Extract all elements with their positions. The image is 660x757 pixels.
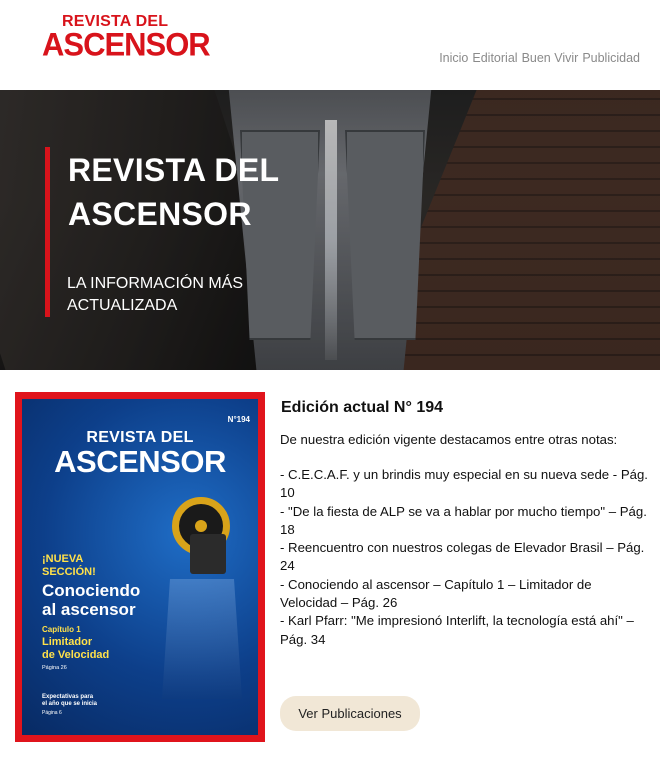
nav-item-buen-vivir[interactable]: Buen Vivir <box>521 51 579 65</box>
hero-title-line2: ASCENSOR <box>68 196 252 232</box>
cover-title-top: REVISTA DEL <box>86 429 194 446</box>
hero-accent-bar <box>45 147 50 317</box>
list-item: - C.E.C.A.F. y un brindis muy especial en su nueva sede - Pág. 10 <box>280 467 648 501</box>
site-header <box>0 0 660 90</box>
cover-new-section-line2: SECCIÓN! <box>42 566 96 578</box>
cover-chapter-title-line1: Limitador <box>42 636 93 648</box>
cover-chapter-title <box>42 636 109 662</box>
edition-intro: De nuestra edición vigente destacamos entre otras notas: <box>280 432 618 447</box>
hero-subtitle-line2: ACTUALIZADA <box>67 297 178 314</box>
cover-title-main: ASCENSOR <box>54 444 226 479</box>
list-item: - Conociendo al ascensor – Capítulo 1 – Limitador de Velocidad – Pág. 26 <box>280 576 592 611</box>
nav-item-inicio[interactable]: Inicio <box>439 51 469 65</box>
site-logo[interactable] <box>42 13 210 63</box>
cover-feature-page: Página 26 <box>42 665 67 671</box>
view-publications-button[interactable]: Ver Publicaciones <box>280 696 420 731</box>
cover-bottom-line1: Expectativas para <box>42 694 94 700</box>
edition-title: Edición actual N° 194 <box>281 399 444 416</box>
magazine-cover[interactable] <box>15 392 265 742</box>
edition-notes-list <box>280 466 650 649</box>
hero-title-line1: REVISTA DEL <box>68 152 280 188</box>
cover-bottom-line2: el año que se inicia <box>42 701 98 707</box>
cover-feature-line1: Conociendo <box>42 581 141 600</box>
cover-new-section-line1: ¡NUEVA <box>42 553 84 565</box>
hero-subtitle-line1: LA INFORMACIÓN MÁS <box>67 275 244 292</box>
hero-title <box>68 148 279 236</box>
logo-top-text: REVISTA DEL <box>62 13 169 30</box>
nav-item-publicidad[interactable]: Publicidad <box>582 51 640 65</box>
cover-chapter-title-line2: de Velocidad <box>42 649 110 661</box>
cover-feature-line2: al ascensor <box>42 600 136 619</box>
cover-bottom-page: Página 6 <box>42 710 62 716</box>
list-item: - Reencuentro con nuestros colegas de Elevador Brasil – Pág. 24 <box>280 540 645 574</box>
main-nav <box>439 51 640 65</box>
cover-feature-title <box>42 581 140 619</box>
hero-banner <box>0 90 660 370</box>
cover-new-section <box>42 553 96 579</box>
nav-item-editorial[interactable]: Editorial <box>472 51 518 65</box>
cover-governor-body <box>190 534 226 574</box>
logo-main-text: ASCENSOR <box>42 26 210 63</box>
cover-pedestal <box>162 579 242 699</box>
cover-bottom-headline <box>42 694 97 708</box>
cover-artwork <box>22 399 258 735</box>
list-item: - Karl Pfarr: "Me impresionó Interlift, la tecnología está ahí" – Pág. 34 <box>280 613 634 647</box>
hero-subtitle <box>67 273 243 317</box>
list-item: - "De la fiesta de ALP se va a hablar por mucho tiempo" – Pág. 18 <box>280 503 647 537</box>
cover-chapter: Capítulo 1 <box>42 625 81 634</box>
cover-issue-number: N°194 <box>227 415 250 424</box>
